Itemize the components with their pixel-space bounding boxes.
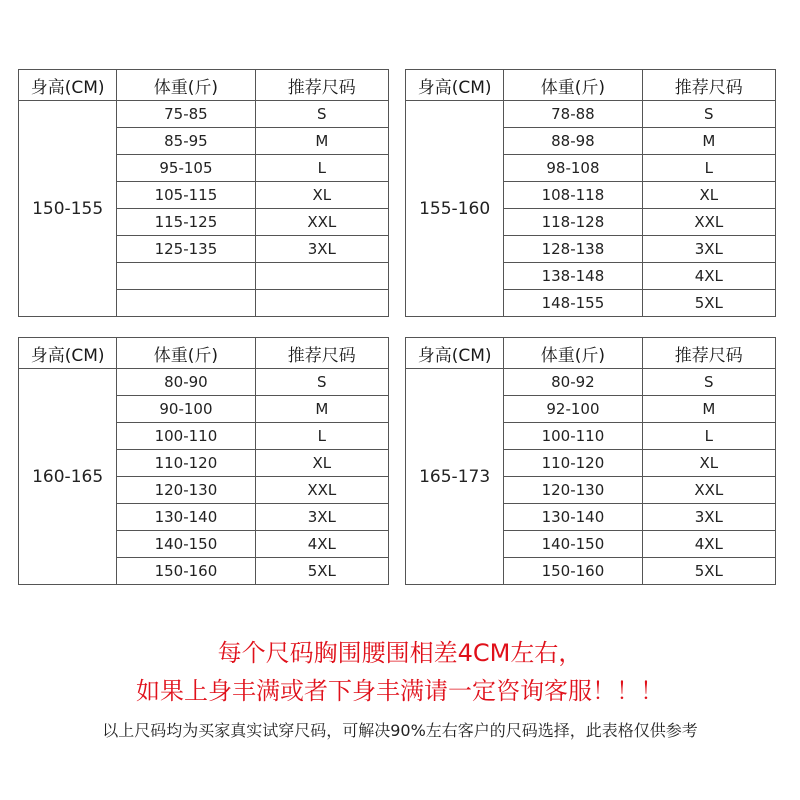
size-table-165-173 xyxy=(405,337,776,585)
header-weight: 体重(斤) xyxy=(504,70,642,101)
table-row xyxy=(406,369,776,396)
disclaimer: 以上尺码均为买家真实试穿尺码，可解决90%左右客户的尺码选择，此表格仅供参考 xyxy=(102,721,698,740)
table-header-row xyxy=(406,338,776,369)
weight-cell xyxy=(117,263,255,290)
weight-cell: 80-90 xyxy=(117,369,255,396)
height-range-cell: 150-155 xyxy=(19,101,117,317)
weight-cell: 100-110 xyxy=(504,423,642,450)
weight-cell xyxy=(117,290,255,317)
size-cell: M xyxy=(255,128,388,155)
weight-cell: 75-85 xyxy=(117,101,255,128)
size-cell: 3XL xyxy=(642,236,775,263)
weight-cell: 138-148 xyxy=(504,263,642,290)
weight-cell: 128-138 xyxy=(504,236,642,263)
weight-cell: 108-118 xyxy=(504,182,642,209)
header-weight: 体重(斤) xyxy=(504,338,642,369)
weight-cell: 110-120 xyxy=(117,450,255,477)
weight-cell: 140-150 xyxy=(117,531,255,558)
table-row xyxy=(19,369,389,396)
size-cell xyxy=(255,290,388,317)
weight-cell: 90-100 xyxy=(117,396,255,423)
size-cell: S xyxy=(255,101,388,128)
size-cell: M xyxy=(255,396,388,423)
size-cell: L xyxy=(255,423,388,450)
weight-cell: 120-130 xyxy=(117,477,255,504)
size-cell: XL xyxy=(255,182,388,209)
size-cell xyxy=(255,263,388,290)
weight-cell: 78-88 xyxy=(504,101,642,128)
table-row xyxy=(406,101,776,128)
size-cell: M xyxy=(642,396,775,423)
weight-cell: 148-155 xyxy=(504,290,642,317)
size-cell: S xyxy=(642,369,775,396)
size-table-150-155 xyxy=(18,69,389,317)
size-cell: L xyxy=(255,155,388,182)
size-cell: XXL xyxy=(255,209,388,236)
weight-cell: 105-115 xyxy=(117,182,255,209)
weight-cell: 98-108 xyxy=(504,155,642,182)
size-cell: S xyxy=(255,369,388,396)
size-cell: XL xyxy=(642,450,775,477)
header-size: 推荐尺码 xyxy=(642,70,775,101)
table-header-row xyxy=(19,338,389,369)
size-cell: 4XL xyxy=(642,263,775,290)
size-cell: L xyxy=(642,423,775,450)
size-table-160-165 xyxy=(18,337,389,585)
weight-cell: 88-98 xyxy=(504,128,642,155)
height-range-cell: 160-165 xyxy=(19,369,117,585)
weight-cell: 92-100 xyxy=(504,396,642,423)
header-weight: 体重(斤) xyxy=(117,338,255,369)
size-cell: L xyxy=(642,155,775,182)
header-height: 身高(CM) xyxy=(406,70,504,101)
table-header-row xyxy=(406,70,776,101)
header-weight: 体重(斤) xyxy=(117,70,255,101)
size-cell: M xyxy=(642,128,775,155)
size-cell: 3XL xyxy=(642,504,775,531)
header-height: 身高(CM) xyxy=(406,338,504,369)
size-cell: XXL xyxy=(255,477,388,504)
weight-cell: 130-140 xyxy=(504,504,642,531)
height-range-cell: 165-173 xyxy=(406,369,504,585)
height-range-cell: 155-160 xyxy=(406,101,504,317)
size-cell: 5XL xyxy=(255,558,388,585)
weight-cell: 118-128 xyxy=(504,209,642,236)
size-cell: 3XL xyxy=(255,236,388,263)
size-cell: XXL xyxy=(642,209,775,236)
weight-cell: 85-95 xyxy=(117,128,255,155)
size-cell: XXL xyxy=(642,477,775,504)
weight-cell: 140-150 xyxy=(504,531,642,558)
size-cell: 4XL xyxy=(255,531,388,558)
weight-cell: 120-130 xyxy=(504,477,642,504)
weight-cell: 150-160 xyxy=(117,558,255,585)
size-cell: 4XL xyxy=(642,531,775,558)
size-cell: S xyxy=(642,101,775,128)
table-header-row xyxy=(19,70,389,101)
size-table-155-160 xyxy=(405,69,776,317)
header-height: 身高(CM) xyxy=(19,70,117,101)
header-size: 推荐尺码 xyxy=(642,338,775,369)
weight-cell: 125-135 xyxy=(117,236,255,263)
size-cell: 5XL xyxy=(642,558,775,585)
weight-cell: 110-120 xyxy=(504,450,642,477)
measurement-note: 每个尺码胸围腰围相差4CM左右， xyxy=(217,639,583,667)
weight-cell: 100-110 xyxy=(117,423,255,450)
table-row xyxy=(19,101,389,128)
size-cell: 3XL xyxy=(255,504,388,531)
header-size: 推荐尺码 xyxy=(255,338,388,369)
weight-cell: 95-105 xyxy=(117,155,255,182)
weight-cell: 80-92 xyxy=(504,369,642,396)
weight-cell: 115-125 xyxy=(117,209,255,236)
consult-warning: 如果上身丰满或者下身丰满请一定咨询客服！！！ xyxy=(136,677,664,705)
weight-cell: 150-160 xyxy=(504,558,642,585)
header-height: 身高(CM) xyxy=(19,338,117,369)
size-cell: 5XL xyxy=(642,290,775,317)
size-cell: XL xyxy=(255,450,388,477)
size-cell: XL xyxy=(642,182,775,209)
header-size: 推荐尺码 xyxy=(255,70,388,101)
weight-cell: 130-140 xyxy=(117,504,255,531)
